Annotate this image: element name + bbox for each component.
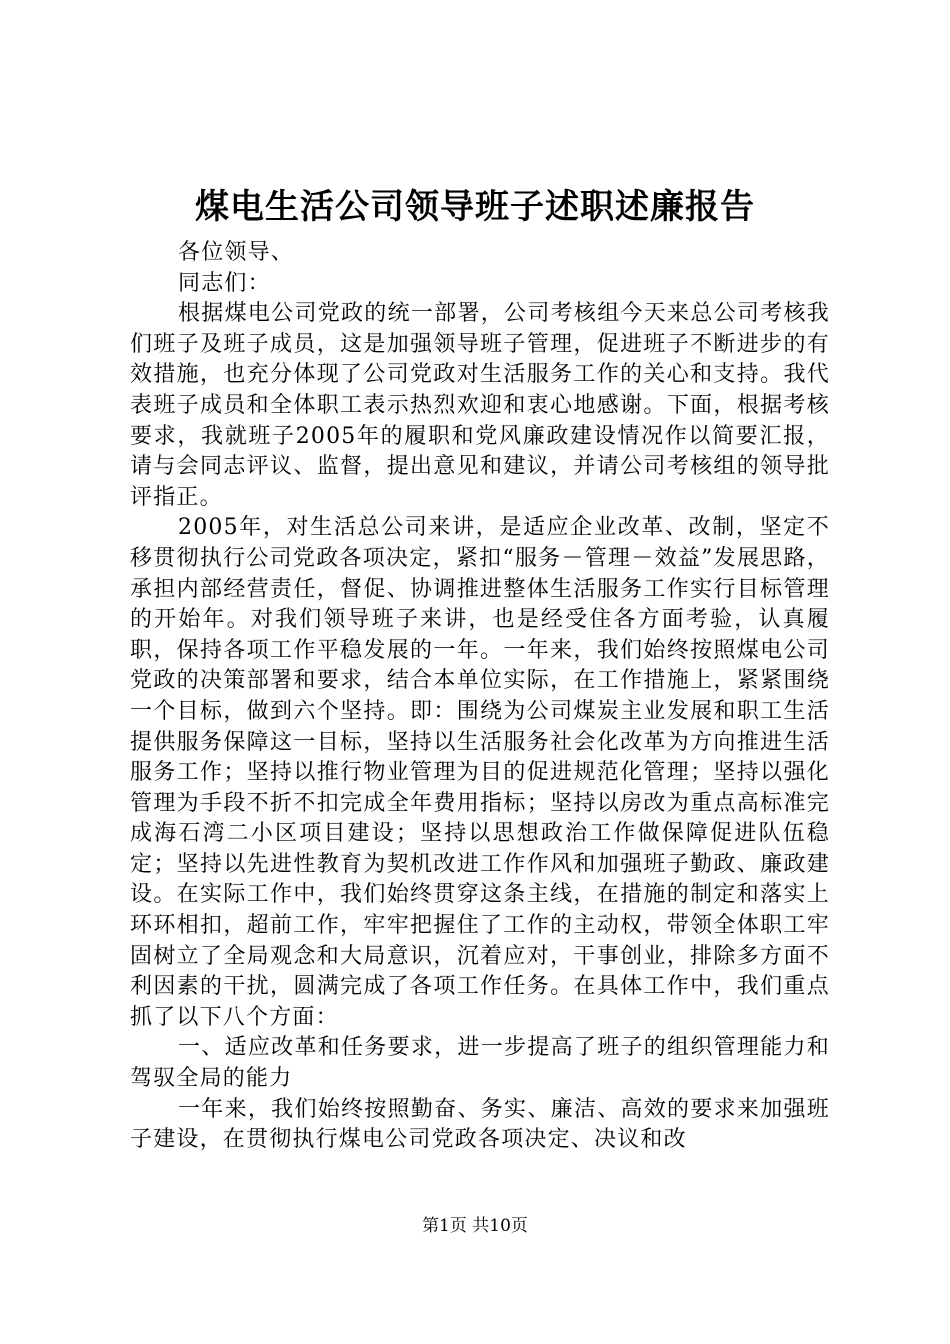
salutation-leaders: 各位领导、 [178, 240, 295, 265]
document-title: 煤电生活公司领导班子述职述廉报告 [195, 187, 755, 227]
section-heading-1: 一、适应改革和任务要求，进一步提高了班子的组织管理能力和驾驭全局的能力 [130, 1035, 830, 1092]
paragraph-intro: 根据煤电公司党政的统一部署，公司考核组今天来总公司考核我们班子及班子成员，这是加强领导班子管理，促进班子不断进步的有效措施，也充分体现了公司党政对生活服务工作的关心和支持。我代表班子成员和全体职工表示热烈欢迎和衷心地感谢。下面，根据考核要求，我就班子2005年的履职和党风廉政建设情况作以简要汇报，请与会同志评议、监督，提出意见和建议，并请公司考核组的领导批评指正。 [130, 301, 830, 510]
paragraph-section-1: 一年来，我们始终按照勤奋、务实、廉洁、高效的要求来加强班子建设，在贯彻执行煤电公司党政各项决定、决议和改 [130, 1096, 830, 1153]
paragraph-2005-overview: 2005年，对生活总公司来讲，是适应企业改革、改制，坚定不移贯彻执行公司党政各项决定，紧扣“服务－管理－效益”发展思路，承担内部经营责任，督促、协调推进整体生活服务工作实行目标管理的开始年。对我们领导班子来讲，也是经受住各方面考验，认真履职，保持各项工作平稳发展的一年。一年来，我们始终按照煤电公司党政的决策部署和要求，结合本单位实际，在工作措施上，紧紧围绕一个目标，做到六个坚持。即：围绕为公司煤炭主业发展和职工生活提供服务保障这一目标，坚持以生活服务社会化改革为方向推进生活服务工作；坚持以推行物业管理为目的促进规范化管理；坚持以强化管理为手段不折不扣完成全年费用指标；坚持以房改为重点高标准完成海石湾二小区项目建设；坚持以思想政治工作做保障促进队伍稳定；坚持以先进性教育为契机改进工作作风和加强班子勤政、廉政建设。在实际工作中，我们始终贯穿这条主线，在措施的制定和落实上环环相扣，超前工作，牢牢把握住了工作的主动权，带领全体职工牢固树立了全局观念和大局意识，沉着应对，干事创业，排除多方面不利因素的干扰，圆满完成了各项工作任务。在具体工作中，我们重点抓了以下八个方面： [130, 515, 830, 1030]
page-footer: 第1页 共10页 [422, 1216, 528, 1236]
salutation-comrades: 同志们： [178, 270, 271, 296]
document-body [130, 238, 830, 1156]
